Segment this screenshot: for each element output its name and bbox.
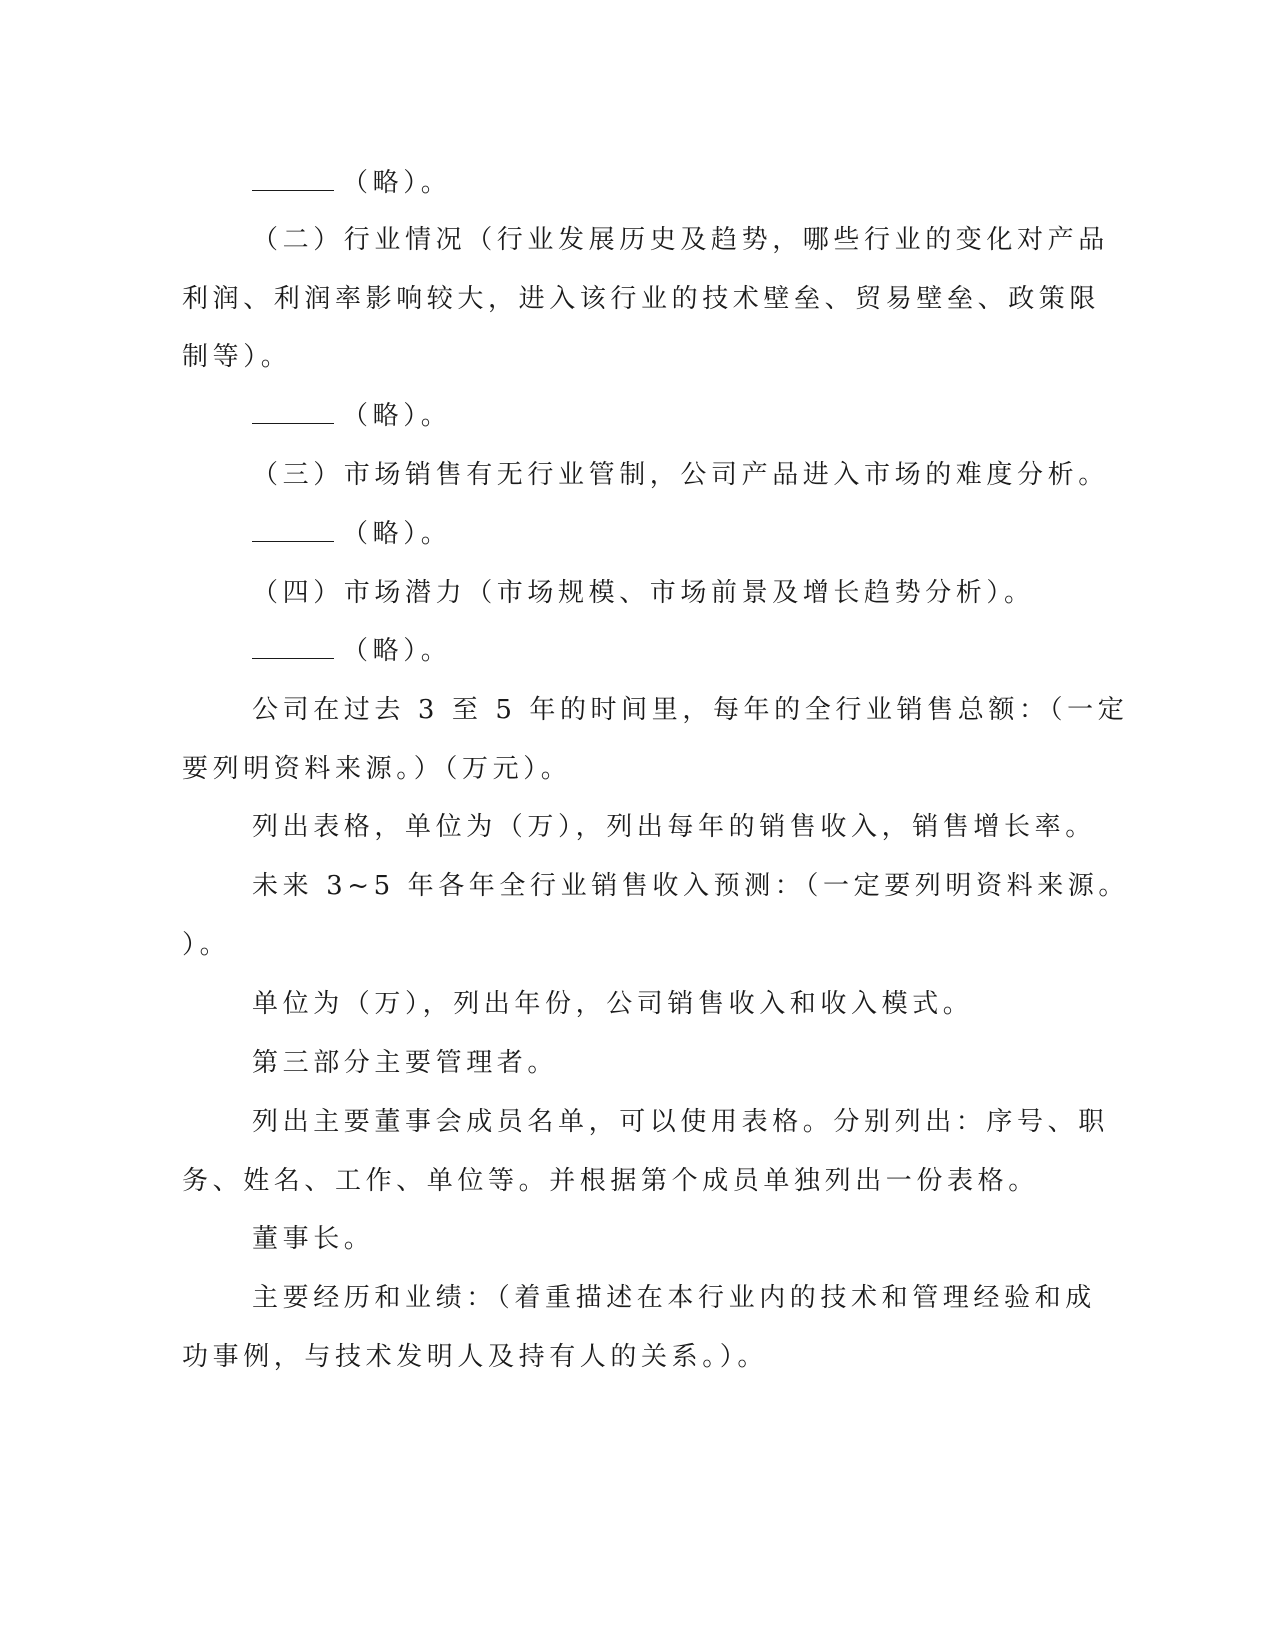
fill-in-blank [252,160,334,191]
fill-in-blank [252,628,334,659]
placeholder-line-2 [252,393,451,439]
placeholder-line-3 [252,511,451,557]
table-instruction-paragraph: 列出表格，单位为（万），列出每年的销售收入，销售增长率。 [252,812,1096,842]
board-paragraph-line-1: 列出主要董事会成员名单，可以使用表格。分别列出：序号、职 [252,1107,1109,1137]
sales-paragraph-line-2: 要列明资料来源。）（万元）。 [182,754,572,784]
omitted-text: （略）。 [342,636,452,666]
part-3-heading: 第三部分主要管理者。 [252,1048,559,1078]
fill-in-blank [252,393,334,424]
fill-in-blank [252,511,334,542]
section-2-heading-line-3: 制等）。 [182,342,292,372]
section-2-heading-line-2: 利润、利润率影响较大，进入该行业的技术壁垒、贸易壁垒、政策限 [182,284,1101,314]
section-3-heading: （三）市场销售有无行业管制，公司产品进入市场的难度分析。 [252,460,1109,490]
placeholder-line-1 [252,160,451,206]
experience-paragraph-line-2: 功事例，与技术发明人及持有人的关系。）。 [182,1342,769,1372]
chairman-heading: 董事长。 [252,1224,375,1254]
forecast-paragraph-line-1: 未来 3~5 年各年全行业销售收入预测：（一定要列明资料来源。 [252,871,1129,901]
experience-paragraph-line-1: 主要经历和业绩：（着重描述在本行业内的技术和管理经验和成 [252,1283,1096,1313]
unit-paragraph: 单位为（万），列出年份，公司销售收入和收入模式。 [252,989,974,1019]
omitted-text: （略）。 [342,168,452,198]
board-paragraph-line-2: 务、姓名、工作、单位等。并根据第个成员单独列出一份表格。 [182,1166,1039,1196]
forecast-paragraph-line-2: ）。 [182,930,231,960]
section-2-heading-line-1: （二）行业情况（行业发展历史及趋势，哪些行业的变化对产品 [252,225,1109,255]
sales-paragraph-line-1: 公司在过去 3 至 5 年的时间里，每年的全行业销售总额：（一定 [252,695,1129,725]
placeholder-line-4 [252,628,451,674]
omitted-text: （略）。 [342,401,452,431]
omitted-text: （略）。 [342,519,452,549]
section-4-heading: （四）市场潜力（市场规模、市场前景及增长趋势分析）。 [252,578,1035,608]
